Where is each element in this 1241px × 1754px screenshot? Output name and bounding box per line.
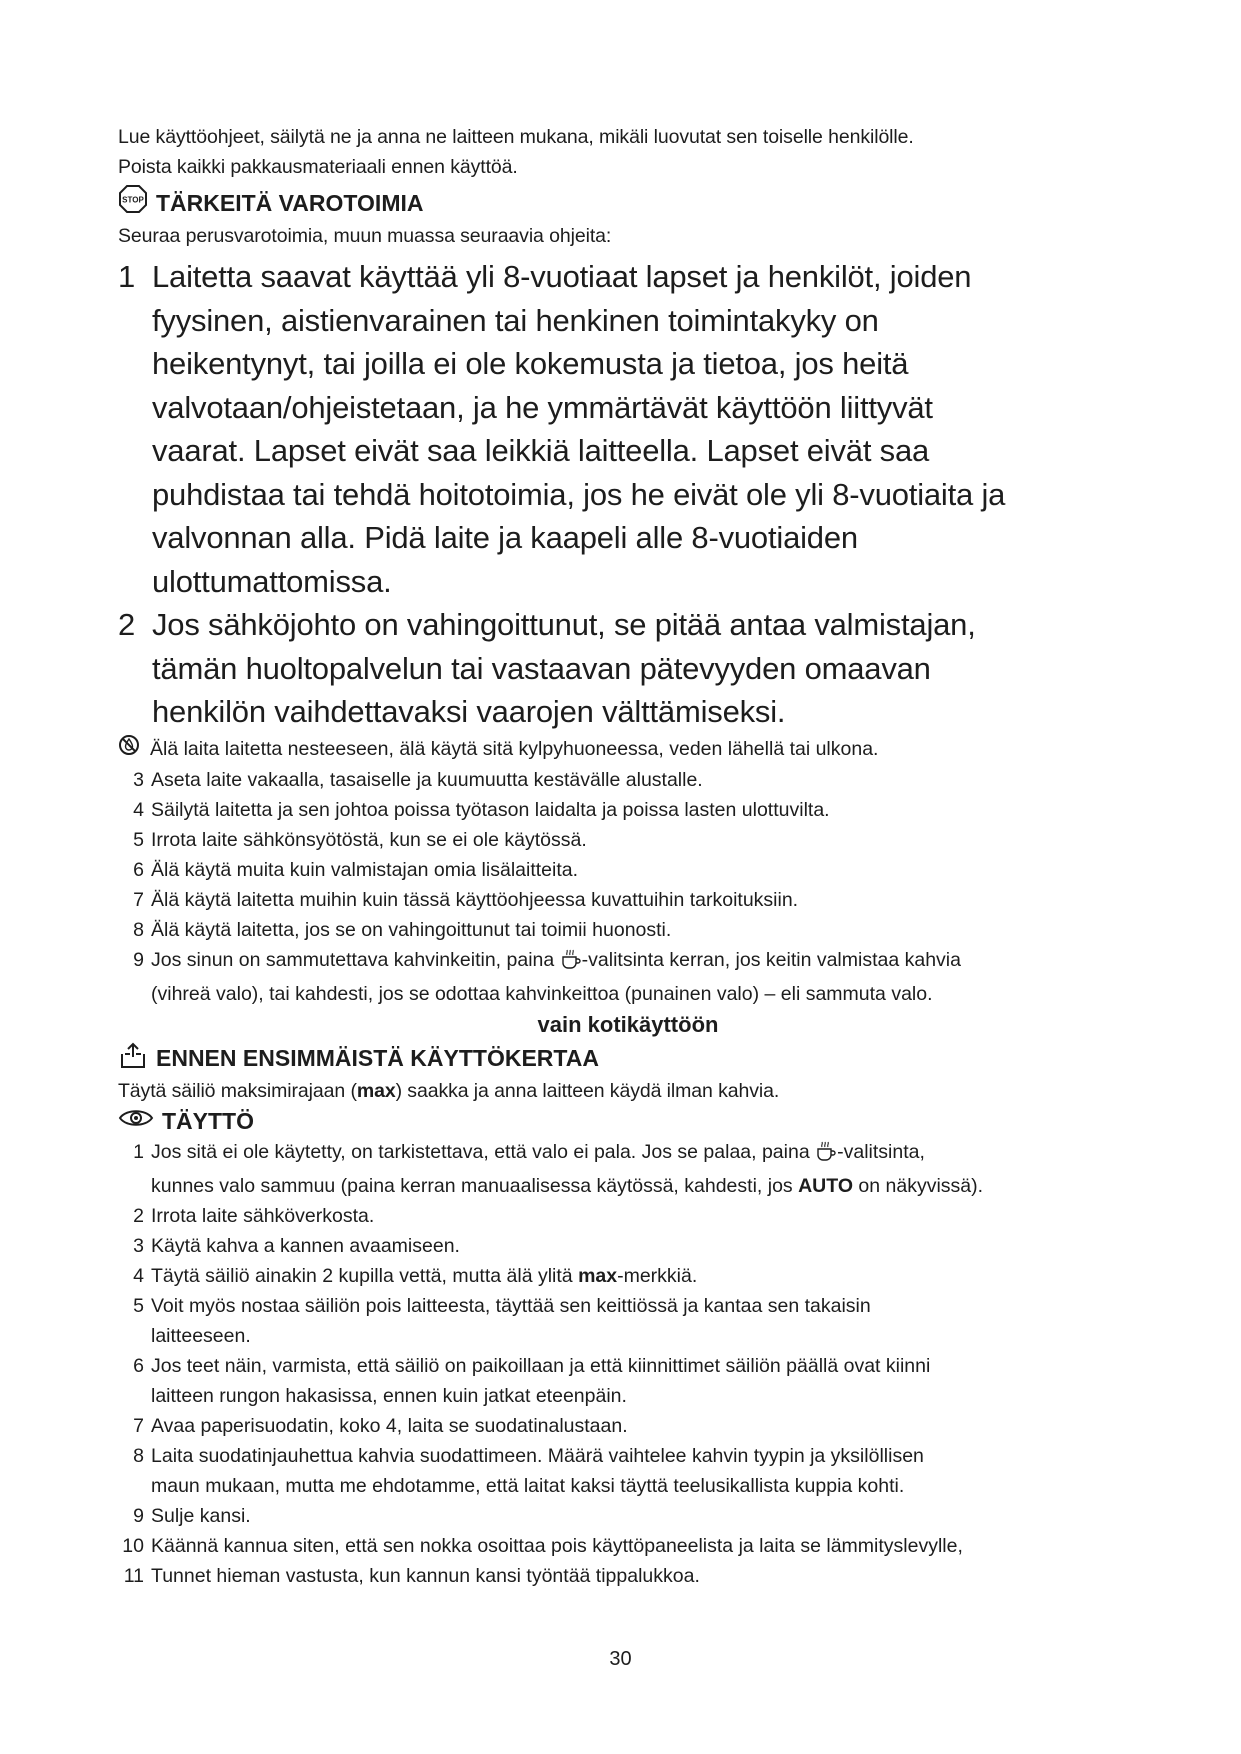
item-text: Älä käytä laitetta, jos se on vahingoittunut tai toimii huonosti. [151, 918, 672, 941]
item-number: 6 [133, 1354, 144, 1377]
item-text: laitteen rungon hakasissa, ennen kuin jatkat eteenpäin. [151, 1384, 627, 1407]
item-text: -valitsinta, [837, 1140, 925, 1163]
filling-heading [118, 1106, 1138, 1137]
list-item [118, 1291, 1138, 1351]
list-item [118, 1501, 1138, 1531]
list-item [118, 915, 1138, 945]
item-number: 9 [133, 948, 144, 971]
item-text: Aseta laite vakaalla, tasaiselle ja kuumuutta kestävälle alustalle. [151, 768, 703, 791]
item-number: 3 [133, 1234, 144, 1257]
item-text: Irrota laite sähkönsyötöstä, kun se ei ole käytössä. [151, 828, 587, 851]
list-item [118, 855, 1138, 885]
list-item [118, 945, 1138, 1009]
water-warning [118, 734, 1138, 765]
item-text: Täytä säiliö ainakin 2 kupilla vettä, mutta älä ylitä [151, 1264, 579, 1287]
intro-line-1: Lue käyttöohjeet, säilytä ne ja anna ne laitteen mukana, mikäli luovutat sen toiselle henkilölle. [118, 126, 914, 148]
item-number: 5 [133, 1294, 144, 1317]
big-item-text: Laitetta saavat käyttää yli 8-vuotiaat lapset ja henkilöt, joiden [152, 259, 972, 294]
list-item [118, 1531, 1138, 1561]
warnings-title: TÄRKEITÄ VAROTOIMIA [156, 189, 424, 216]
item-text: Jos sinun on sammutettava kahvinkeitin, paina [151, 948, 560, 971]
water-warning-text: Älä laita laitetta nesteeseen, älä käytä sitä kylpyhuoneessa, veden lähellä tai ulkona. [150, 738, 879, 760]
item-number: 4 [133, 1264, 144, 1287]
item-text: laitteeseen. [151, 1324, 251, 1347]
big-item-number: 1 [118, 259, 136, 294]
big-item-text: Jos sähköjohto on vahingoittunut, se pitää antaa valmistajan, [152, 607, 976, 642]
big-item-text: valvotaan/ohjeistetaan, ja he ymmärtävät käyttöön liittyvät [152, 389, 933, 425]
item-number: 9 [133, 1504, 144, 1527]
item-text: Laita suodatinjauhettua kahvia suodattimeen. Määrä vaihtelee kahvin tyypin ja yksilöllisen [151, 1444, 924, 1467]
coffee-cup-icon [560, 948, 582, 979]
big-item-number: 2 [118, 607, 136, 642]
item-text: Käännä kannua siten, että sen nokka osoittaa pois käyttöpaneelista ja laita se lämmityslevylle, [151, 1534, 963, 1557]
warnings-heading [118, 184, 1138, 221]
first-use-icon [118, 1041, 148, 1076]
item-text: kunnes valo sammuu (paina kerran manuaalisessa käytössä, kahdesti, jos [151, 1174, 799, 1197]
item-number: 7 [133, 1414, 144, 1437]
filling-title: TÄYTTÖ [162, 1108, 254, 1134]
big-item-2 [118, 603, 1138, 734]
coffee-cup-icon [815, 1140, 837, 1171]
list-item [118, 1201, 1138, 1231]
item-text: on näkyvissä). [853, 1174, 984, 1197]
item-number: 5 [133, 828, 144, 851]
list-item [118, 885, 1138, 915]
big-item-text: vaarat. Lapset eivät saa leikkiä laitteella. Lapset eivät saa [152, 433, 930, 468]
big-item-text: puhdistaa tai tehdä hoitotoimia, jos he eivät ole yli 8-vuotiaita ja [152, 476, 1006, 512]
item-text: Älä käytä muita kuin valmistajan omia lisälaitteita. [151, 858, 579, 881]
list-item [118, 1231, 1138, 1261]
big-item-text: valvonnan alla. Pidä laite ja kaapeli alle 8-vuotiaiden [152, 520, 858, 555]
item-number: 3 [133, 768, 144, 791]
warnings-subtitle: Seuraa perusvarotoimia, muun muassa seuraavia ohjeita: [118, 225, 612, 247]
item-text: Tunnet hieman vastusta, kun kannun kansi työntää tippalukkoa. [151, 1564, 700, 1587]
item-text: Jos sitä ei ole käytetty, on tarkistettava, että valo ei pala. Jos se palaa, paina [151, 1140, 816, 1163]
list-item [118, 1137, 1138, 1201]
eye-icon [118, 1106, 154, 1137]
item-number: 8 [133, 1444, 144, 1467]
list-item [118, 1261, 1138, 1291]
item-text: Älä käytä laitetta muihin kuin tässä käyttöohjeessa kuvattuihin tarkoituksiin. [151, 888, 799, 911]
item-text: maun mukaan, mutta me ehdotamme, että laitat kaksi täyttä teelusikallista kuppia kohti. [151, 1474, 905, 1497]
list-item [118, 765, 1138, 795]
text: ) saakka ja anna laitteen käydä ilman kahvia. [395, 1079, 780, 1102]
first-use-text [118, 1076, 1138, 1106]
item-number: 8 [133, 918, 144, 941]
household-use-note: vain kotikäyttöön [537, 1011, 719, 1037]
list-item [118, 1351, 1138, 1411]
auto-label: AUTO [798, 1174, 853, 1197]
item-number: 10 [122, 1534, 144, 1557]
list-item [118, 825, 1138, 855]
item-text: Sulje kansi. [151, 1504, 251, 1527]
intro-line-2: Poista kaikki pakkausmateriaali ennen käyttöä. [118, 156, 518, 178]
max-label: max [356, 1079, 396, 1102]
list-item [118, 1441, 1138, 1501]
item-number: 6 [133, 858, 144, 881]
item-number: 7 [133, 888, 144, 911]
page-number: 30 [609, 1648, 632, 1670]
item-text: Jos teet näin, varmista, että säiliö on paikoillaan ja että kiinnittimet säiliön päällä ovat kiinni [151, 1354, 931, 1377]
item-text: -valitsinta kerran, jos keitin valmistaa kahvia [581, 948, 961, 971]
text: Täytä säiliö maksimirajaan ( [118, 1079, 357, 1102]
max-label: max [578, 1264, 618, 1287]
item-number: 1 [133, 1140, 144, 1163]
list-item [118, 1411, 1138, 1441]
item-number: 2 [133, 1204, 144, 1227]
big-item-text: heikentynyt, tai joilla ei ole kokemusta ja tietoa, jos heitä [152, 346, 909, 381]
no-water-icon [118, 734, 150, 765]
item-text: (vihreä valo), tai kahdesti, jos se odottaa kahvinkeittoa (punainen valo) – eli sammuta valo. [151, 982, 933, 1005]
stop-icon [118, 184, 148, 221]
list-item [118, 1561, 1138, 1591]
document-page [118, 122, 1138, 1591]
first-use-heading [118, 1041, 1138, 1076]
item-text: Irrota laite sähköverkosta. [151, 1204, 375, 1227]
big-item-text: fyysinen, aistienvarainen tai henkinen toimintakyky on [152, 302, 879, 338]
big-item-text: henkilön vaihdettavaksi vaarojen välttämiseksi. [152, 694, 786, 729]
item-text: Avaa paperisuodatin, koko 4, laita se suodatinalustaan. [151, 1414, 628, 1437]
big-item-1 [118, 255, 1138, 603]
item-text: Voit myös nostaa säiliön pois laitteesta, täyttää sen keittiössä ja kantaa sen takaisin [151, 1294, 871, 1317]
item-text: Säilytä laitetta ja sen johtoa poissa työtason laidalta ja poissa lasten ulottuvilta. [151, 798, 830, 821]
big-item-text: tämän huoltopalvelun tai vastaavan pätevyyden omaavan [152, 650, 931, 686]
item-number: 4 [133, 798, 144, 821]
list-item [118, 795, 1138, 825]
item-text: Käytä kahva a kannen avaamiseen. [151, 1234, 460, 1257]
first-use-title: ENNEN ENSIMMÄISTÄ KÄYTTÖKERTAA [156, 1045, 599, 1071]
big-item-text: ulottumattomissa. [152, 563, 392, 599]
item-number: 11 [123, 1564, 144, 1587]
svg-text:STOP: STOP [122, 195, 144, 205]
item-text: -merkkiä. [617, 1264, 698, 1287]
